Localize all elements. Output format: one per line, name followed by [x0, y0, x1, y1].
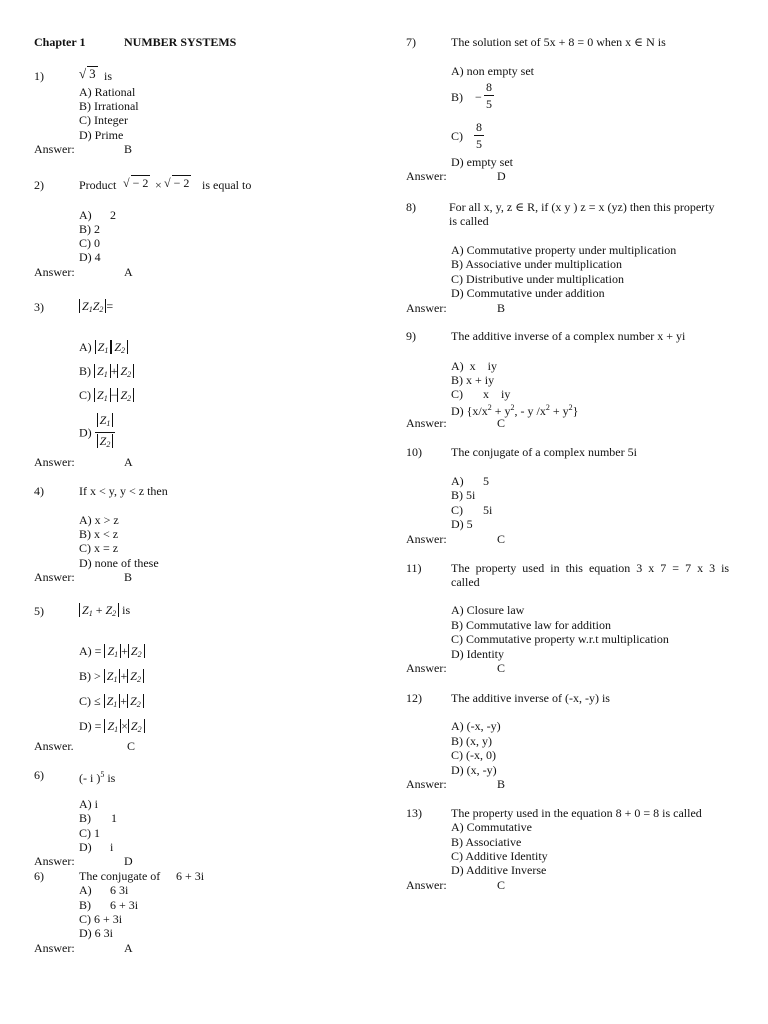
q10-stem: The conjugate of a complex number 5i [451, 445, 637, 459]
q9-stem: The additive inverse of a complex number x + yi [451, 329, 686, 343]
q1-option-a: A) Rational [79, 85, 136, 99]
q3-option-b: B) $Z_1 + Z_2$ [79, 364, 134, 382]
q6-option-d: D) [79, 840, 92, 854]
q8-option-a: A) Commutative property under multiplication [451, 243, 677, 257]
q8-stem-line2: is called [449, 214, 489, 228]
q4-number: 4) [34, 484, 44, 498]
q12-option-a: A) (-x, -y) [451, 719, 501, 733]
q4-option-b: B) x < z [79, 527, 119, 541]
q10-option-b: B) 5i [451, 488, 476, 502]
q11-stem-line2: called [451, 575, 480, 589]
q8-option-d: D) Commutative under addition [451, 286, 605, 300]
q7-number: 7) [406, 35, 416, 49]
q10-option-d: D) 5 [451, 517, 473, 531]
q3-answer: A [124, 455, 133, 469]
q6-option-a: A) i [79, 797, 98, 811]
q6-stem: (- i )$^5$ is [79, 770, 116, 785]
q12-option-b: B) (x, y) [451, 734, 492, 748]
chapter-title: NUMBER SYSTEMS [124, 35, 237, 49]
q3-number: 3) [34, 300, 44, 314]
q6b-stem: The conjugate of [79, 869, 161, 883]
q1-stem: is [104, 69, 113, 83]
q4-answer-label: Answer: [34, 570, 75, 584]
q9-option-a: A) x iy [451, 359, 497, 373]
q1-option-c: C) Integer [79, 113, 128, 127]
q7-option-b-sign: − [475, 90, 482, 104]
q6b-option-b: B) [79, 898, 91, 912]
q8-answer-label: Answer: [406, 301, 447, 315]
q2-option-b: B) 2 [79, 222, 100, 236]
q9-number: 9) [406, 329, 416, 343]
q10-option-c-value: 5i [483, 503, 493, 517]
q5-option-b: $B) > Z_1 + Z_2$ [79, 669, 144, 687]
q6b-option-a-value: 6 3i [110, 883, 129, 897]
q7-option-b-fraction: $\frac{8}{5}$ [486, 80, 492, 111]
q6b-answer: A [124, 941, 133, 955]
chapter-label: Chapter 1 [34, 35, 86, 49]
q13-option-c: C) Additive Identity [451, 849, 548, 863]
q9-option-c: C) [451, 387, 463, 401]
q7-option-c-fraction: $\frac{8}{5}$ [476, 120, 482, 151]
q1-answer: B [124, 142, 133, 156]
q2-sqrt-b: √ − 2 [164, 176, 190, 190]
q7-answer: D [497, 169, 506, 183]
q5-answer-label: Answer. [34, 739, 74, 753]
q13-answer: C [497, 878, 506, 892]
q13-option-a: A) Commutative [451, 820, 532, 834]
q6-number: 6) [34, 768, 44, 782]
q9-option-d: D) {$x/x^2 + y^2$, - y $/x^2 + y^2$} [451, 403, 579, 418]
q8-option-c: C) Distributive under multiplication [451, 272, 624, 286]
q2-number: 2) [34, 178, 44, 192]
q5-option-c: $C) \le Z_1 + Z_2$ [79, 694, 144, 712]
q10-answer-label: Answer: [406, 532, 447, 546]
q12-stem: The additive inverse of (-x, -y) is [451, 691, 610, 705]
q2-answer: A [124, 265, 133, 279]
q1-number: 1) [34, 69, 44, 83]
q8-option-b: B) Associative under multiplication [451, 257, 622, 271]
q6b-number: 6) [34, 869, 44, 883]
q7-option-c: C) [451, 129, 463, 143]
q3-stem: $Z_1Z_2$ = [79, 299, 113, 317]
q11-answer-label: Answer: [406, 661, 447, 675]
q6-answer: D [124, 854, 133, 868]
q13-stem: The property used in the equation 8 + 0 = 8 is called [451, 806, 702, 820]
q12-option-d: D) (x, -y) [451, 763, 497, 777]
q8-answer: B [497, 301, 506, 315]
q12-number: 12) [406, 691, 422, 705]
q2-sqrt-a: √ − 2 [123, 176, 149, 190]
q11-option-b: B) Commutative law for addition [451, 618, 611, 632]
q6-option-c: C) 1 [79, 826, 100, 840]
q4-option-c: C) x = z [79, 541, 119, 555]
q4-option-d: D) none of these [79, 556, 159, 570]
q12-option-c: C) (-x, 0) [451, 748, 496, 762]
q7-stem: The solution set of 5x + 8 = 0 when x ∈ N is [451, 35, 666, 49]
q13-option-d: D) Additive Inverse [451, 863, 547, 877]
q2-stem-head: Product [79, 178, 117, 192]
q9-answer: C [497, 416, 506, 430]
q10-option-c: C) [451, 503, 463, 517]
q6b-option-b-value: 6 + 3i [110, 898, 139, 912]
q6b-answer-label: Answer: [34, 941, 75, 955]
q4-answer: B [124, 570, 133, 584]
q11-stem-line1: The property used in this equation 3 x 7 = 7 x 3 is [451, 561, 730, 575]
q10-number: 10) [406, 445, 422, 459]
q10-option-a-value: 5 [483, 474, 489, 488]
q7-answer-label: Answer: [406, 169, 447, 183]
q3-option-a: A) $Z_1$ $Z_2$ [79, 340, 128, 358]
q9-option-b: B) x + iy [451, 373, 495, 387]
q1-sqrt: √ 3 [79, 66, 96, 81]
q10-option-a: A) [451, 474, 464, 488]
q4-stem: If x < y, y < z then [79, 484, 168, 498]
q11-option-a: A) Closure law [451, 603, 525, 617]
q11-number: 11) [406, 561, 422, 575]
q2-answer-label: Answer: [34, 265, 75, 279]
q1-option-d: D) Prime [79, 128, 124, 142]
q11-option-d: D) Identity [451, 647, 504, 661]
q2-option-a: A) [79, 208, 92, 222]
q11-answer: C [497, 661, 506, 675]
q6-option-b-value: 1 [111, 811, 117, 825]
q1-option-b: B) Irrational [79, 99, 139, 113]
q8-number: 8) [406, 200, 416, 214]
q6-option-d-value: i [110, 840, 114, 854]
q6b-stem-value: 6 + 3i [176, 869, 205, 883]
q7-option-a: A) non empty set [451, 64, 534, 78]
q8-stem-line1: For all x, y, z ∈ R, if (x y ) z = x (yz) then this property [449, 200, 715, 214]
q6b-option-c: C) 6 + 3i [79, 912, 123, 926]
q13-number: 13) [406, 806, 422, 820]
q2-times: × [155, 178, 162, 192]
q7-option-b: B) [451, 90, 463, 104]
q2-option-d: D) 4 [79, 250, 101, 264]
q5-stem: $Z_1 + Z_2$ is [79, 603, 130, 621]
q3-answer-label: Answer: [34, 455, 75, 469]
q12-answer-label: Answer: [406, 777, 447, 791]
q11-option-c: C) Commutative property w.r.t multiplication [451, 632, 669, 646]
q9-option-c-value: x iy [483, 387, 511, 401]
q7-option-d: D) empty set [451, 155, 513, 169]
q9-answer-label: Answer: [406, 416, 447, 430]
q12-answer: B [497, 777, 506, 791]
q5-option-a: $A) = Z_1 + Z_2$ [79, 644, 145, 662]
q10-answer: C [497, 532, 506, 546]
q13-answer-label: Answer: [406, 878, 447, 892]
q3-option-c: C) $Z_1 - Z_2$ [79, 388, 134, 406]
q5-option-d: $D) = Z_1 \times Z_2$ [79, 719, 145, 737]
q3-option-d: D) $\frac{Z_1}{Z_2}$ [79, 412, 115, 453]
q2-option-c: C) 0 [79, 236, 100, 250]
q5-answer: C [127, 739, 136, 753]
q1-answer-label: Answer: [34, 142, 75, 156]
q13-option-b: B) Associative [451, 835, 522, 849]
q6b-option-a: A) [79, 883, 92, 897]
q2-option-a-value: 2 [110, 208, 116, 222]
q6-option-b: B) [79, 811, 91, 825]
q4-option-a: A) x > z [79, 513, 119, 527]
q5-number: 5) [34, 604, 44, 618]
q6b-option-d: D) 6 3i [79, 926, 113, 940]
q2-stem-tail: is equal to [202, 178, 252, 192]
q6-answer-label: Answer: [34, 854, 75, 868]
